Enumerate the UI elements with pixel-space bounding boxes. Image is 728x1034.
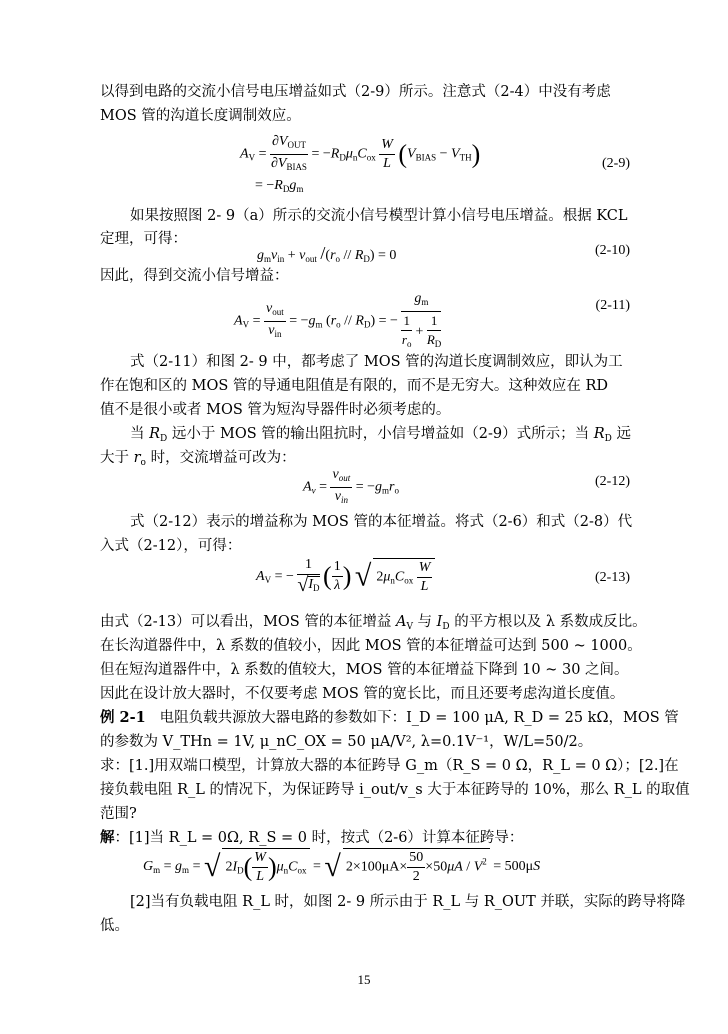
solution-label: 解 — [100, 829, 115, 846]
equation-2-13: $A_V$ = − $\frac{1}{√I_D}$ ( $\frac{1}{\lambda}$ ) √ $2\mu_nC_{ox}$ $\frac{W}{L}$ — [256, 556, 435, 597]
text-line: 因此，得到交流小信号增益： — [100, 268, 289, 284]
text-line: MOS 管的沟道长度调制效应。 — [100, 108, 301, 124]
example-label: 例 2-1 — [100, 709, 146, 726]
equation-gm: $G_m = g_m$ = √ $2I_D$( $\frac{W}{L}$ )$\mu_nC_{ox}$ = √ 2×100μA× $\frac{50}{2}$ $\times 50\mu A / V^2 = 500\mu S$ — [143, 850, 541, 884]
text-line: 的参数为 V_THn = 1V, μ_nC_OX = 50 μA/V², λ=0.1V⁻¹，W/L=50/2。 — [100, 734, 593, 750]
solution-line: 解：[1]当 R_L = 0Ω, R_S = 0 时，按式（2-6）计算本征跨导： — [100, 829, 524, 846]
text-line: 当 $R_D$ 远小于 MOS 管的输出阻抗时，小信号增益如（2-9）式所示；当 $R_D$ 远 — [130, 426, 631, 444]
text-line: 定理，可得： — [100, 231, 187, 247]
text-line: 在长沟道器件中，λ 系数的值较小，因此 MOS 管的本征增益可达到 500 ~ 1000。 — [100, 638, 642, 654]
equation-2-11: $A_V$ = $\frac{v_{out}}{v_{in}}$ = $-g_m$ $(r_o // R_D)$ = − $g_m$ $\frac{1}{r_o}$ + $\frac{1}{R_D}$ — [234, 291, 442, 349]
text-line: 作在饱和区的 MOS 管的导通电阻值是有限的，而不是无穷大。这种效应在 RD — [100, 378, 609, 394]
equation-2-9: $A_V$ = $\frac{\partial V_{OUT}}{\partial V_{BIAS}}$ = $-R_D\mu_nC_{ox}$ $\frac{W}{L}$ $(V_{BIAS} - V_{TH})$ = $-R_Dg_m$ — [240, 134, 481, 194]
equation-number: (2-12) — [595, 474, 630, 489]
text-line: 因此在设计放大器时，不仅要考虑 MOS 管的宽长比，而且还要考虑沟道长度值。 — [100, 686, 625, 702]
equation-2-12: $A_v$ = $\frac{v_{out}}{v_{in}}$ = $-g_mr_o$ — [303, 467, 399, 505]
text-line: 范围? — [100, 806, 137, 822]
text-line: 式（2-11）和图 2- 9 中，都考虑了 MOS 管的沟道长度调制效应，即认为工 — [130, 354, 623, 370]
text-line: 式（2-12）表示的增益称为 MOS 管的本征增益。将式（2-6）和式（2-8）代 — [130, 514, 633, 530]
text-line: 入式（2-12），可得： — [100, 538, 242, 554]
equation-number: (2-10) — [595, 243, 630, 258]
equation-number: (2-11) — [595, 298, 630, 313]
text-line: 由式（2-13）可以看出，MOS 管的本征增益 $A_V$ 与 $I_D$ 的平方根以及 λ 系数成反比。 — [100, 614, 647, 632]
example-line: 例 2-1 电阻负载共源放大器电路的参数如下：I_D = 100 μA, R_D = 25 kΩ，MOS 管 — [100, 709, 679, 726]
text-line: [2]当有负载电阻 R_L 时，如图 2- 9 所示由于 R_L 与 R_OUT 并联，实际的跨导将降 — [130, 894, 686, 910]
equation-number: (2-9) — [602, 156, 630, 171]
text-line: 求：[1.]用双端口模型，计算放大器的本征跨导 G_m（R_S = 0 Ω，R_L = 0 Ω）；[2.]在 — [100, 758, 679, 774]
equation-2-10: $g_mv_{in} + v_{out}$ $/(r_o // R_D) = 0$ — [257, 243, 397, 264]
text-line: 大于 $r_o$ 时，交流增益可改为： — [100, 450, 296, 468]
text-line: 如果按照图 2- 9（a）所示的交流小信号模型计算小信号电压增益。根据 KCL — [130, 208, 628, 224]
equation-number: (2-13) — [595, 570, 630, 585]
text-line: 以得到电路的交流小信号电压增益如式（2-9）所示。注意式（2-4）中没有考虑 — [100, 84, 611, 100]
text-line: 低。 — [100, 918, 129, 934]
text-line: 接负载电阻 R_L 的情况下，为保证跨导 i_out/v_s 大于本征跨导的 10%，那么 R_L 的取值 — [100, 782, 690, 798]
text-line: 但在短沟道器件中，λ 系数的值较大，MOS 管的本征增益下降到 10 ~ 30 之间。 — [100, 662, 629, 678]
text-line: 值不是很小或者 MOS 管为短沟导器件时必须考虑的。 — [100, 402, 451, 418]
page-number: 15 — [357, 972, 371, 987]
